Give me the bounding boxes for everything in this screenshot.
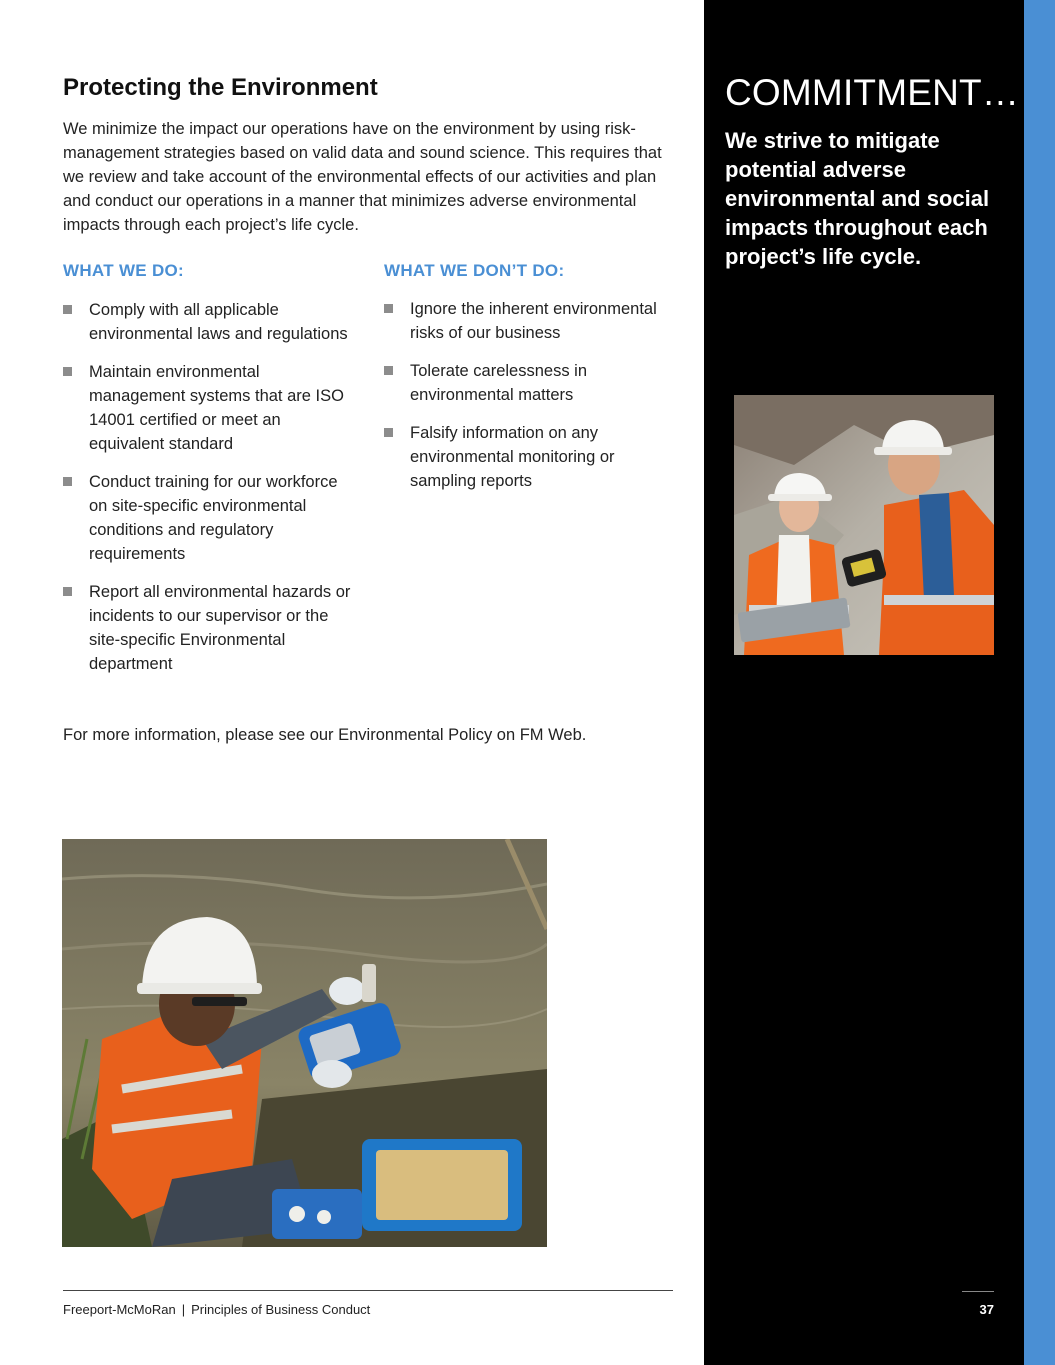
list-item (63, 580, 353, 676)
list-item (384, 297, 679, 345)
commitment-text: We strive to mitigate potential adverse environmental and social impacts throughout each project’s life cycle. (725, 128, 990, 269)
page-number-divider (962, 1291, 994, 1292)
intro-paragraph: We minimize the impact our operations have on the environment by using risk-management strategies based on valid data and sound science. This requires that we review and take account of the environmental effects of our activities and plan and conduct our operations in a manner that minimizes adverse environmental impacts through each project’s life cycle. (63, 120, 662, 234)
footer (63, 1302, 370, 1317)
what-we-dont-do-list (384, 297, 679, 507)
list-item (63, 360, 353, 456)
list-item-text: Conduct training for our workforce on site-specific environmental conditions and regulatory requirements (89, 473, 338, 563)
square-bullet-icon (63, 367, 72, 376)
list-item (384, 421, 679, 493)
list-item-text: Tolerate carelessness in environmental matters (410, 362, 588, 404)
list-item-text: Falsify information on any environmental monitoring or sampling reports (410, 424, 615, 490)
list-item-text: Report all environmental hazards or incidents to our supervisor or the site-specific Environmental department (89, 583, 351, 673)
list-item-text: Ignore the inherent environmental risks of our business (410, 300, 657, 342)
what-we-do-list (63, 298, 353, 690)
square-bullet-icon (63, 587, 72, 596)
square-bullet-icon (384, 428, 393, 437)
list-item-text: Maintain environmental management systems that are ISO 14001 certified or meet an equivalent standard (89, 363, 344, 453)
list-item-text: Comply with all applicable environmental laws and regulations (89, 301, 348, 343)
page-number: 37 (979, 1302, 994, 1317)
water-testing-photo (62, 839, 547, 1247)
commitment-title: COMMITMENT… (725, 72, 1020, 113)
what-we-dont-do-heading: WHAT WE DON’T DO: (384, 261, 565, 280)
footer-company: Freeport-McMoRan (63, 1302, 176, 1317)
what-we-do-heading: WHAT WE DO: (63, 261, 185, 280)
section-title: Protecting the Environment (63, 74, 378, 101)
footer-separator: | (181, 1302, 186, 1317)
square-bullet-icon (63, 305, 72, 314)
square-bullet-icon (384, 304, 393, 313)
square-bullet-icon (384, 366, 393, 375)
workers-photo (734, 395, 994, 655)
footer-document-title: Principles of Business Conduct (191, 1302, 371, 1317)
more-info-text: For more information, please see our Environmental Policy on FM Web. (63, 726, 587, 744)
list-item (384, 359, 679, 407)
square-bullet-icon (63, 477, 72, 486)
list-item (63, 298, 353, 346)
list-item (63, 470, 353, 566)
accent-stripe (1024, 0, 1055, 1365)
footer-divider (63, 1290, 673, 1291)
